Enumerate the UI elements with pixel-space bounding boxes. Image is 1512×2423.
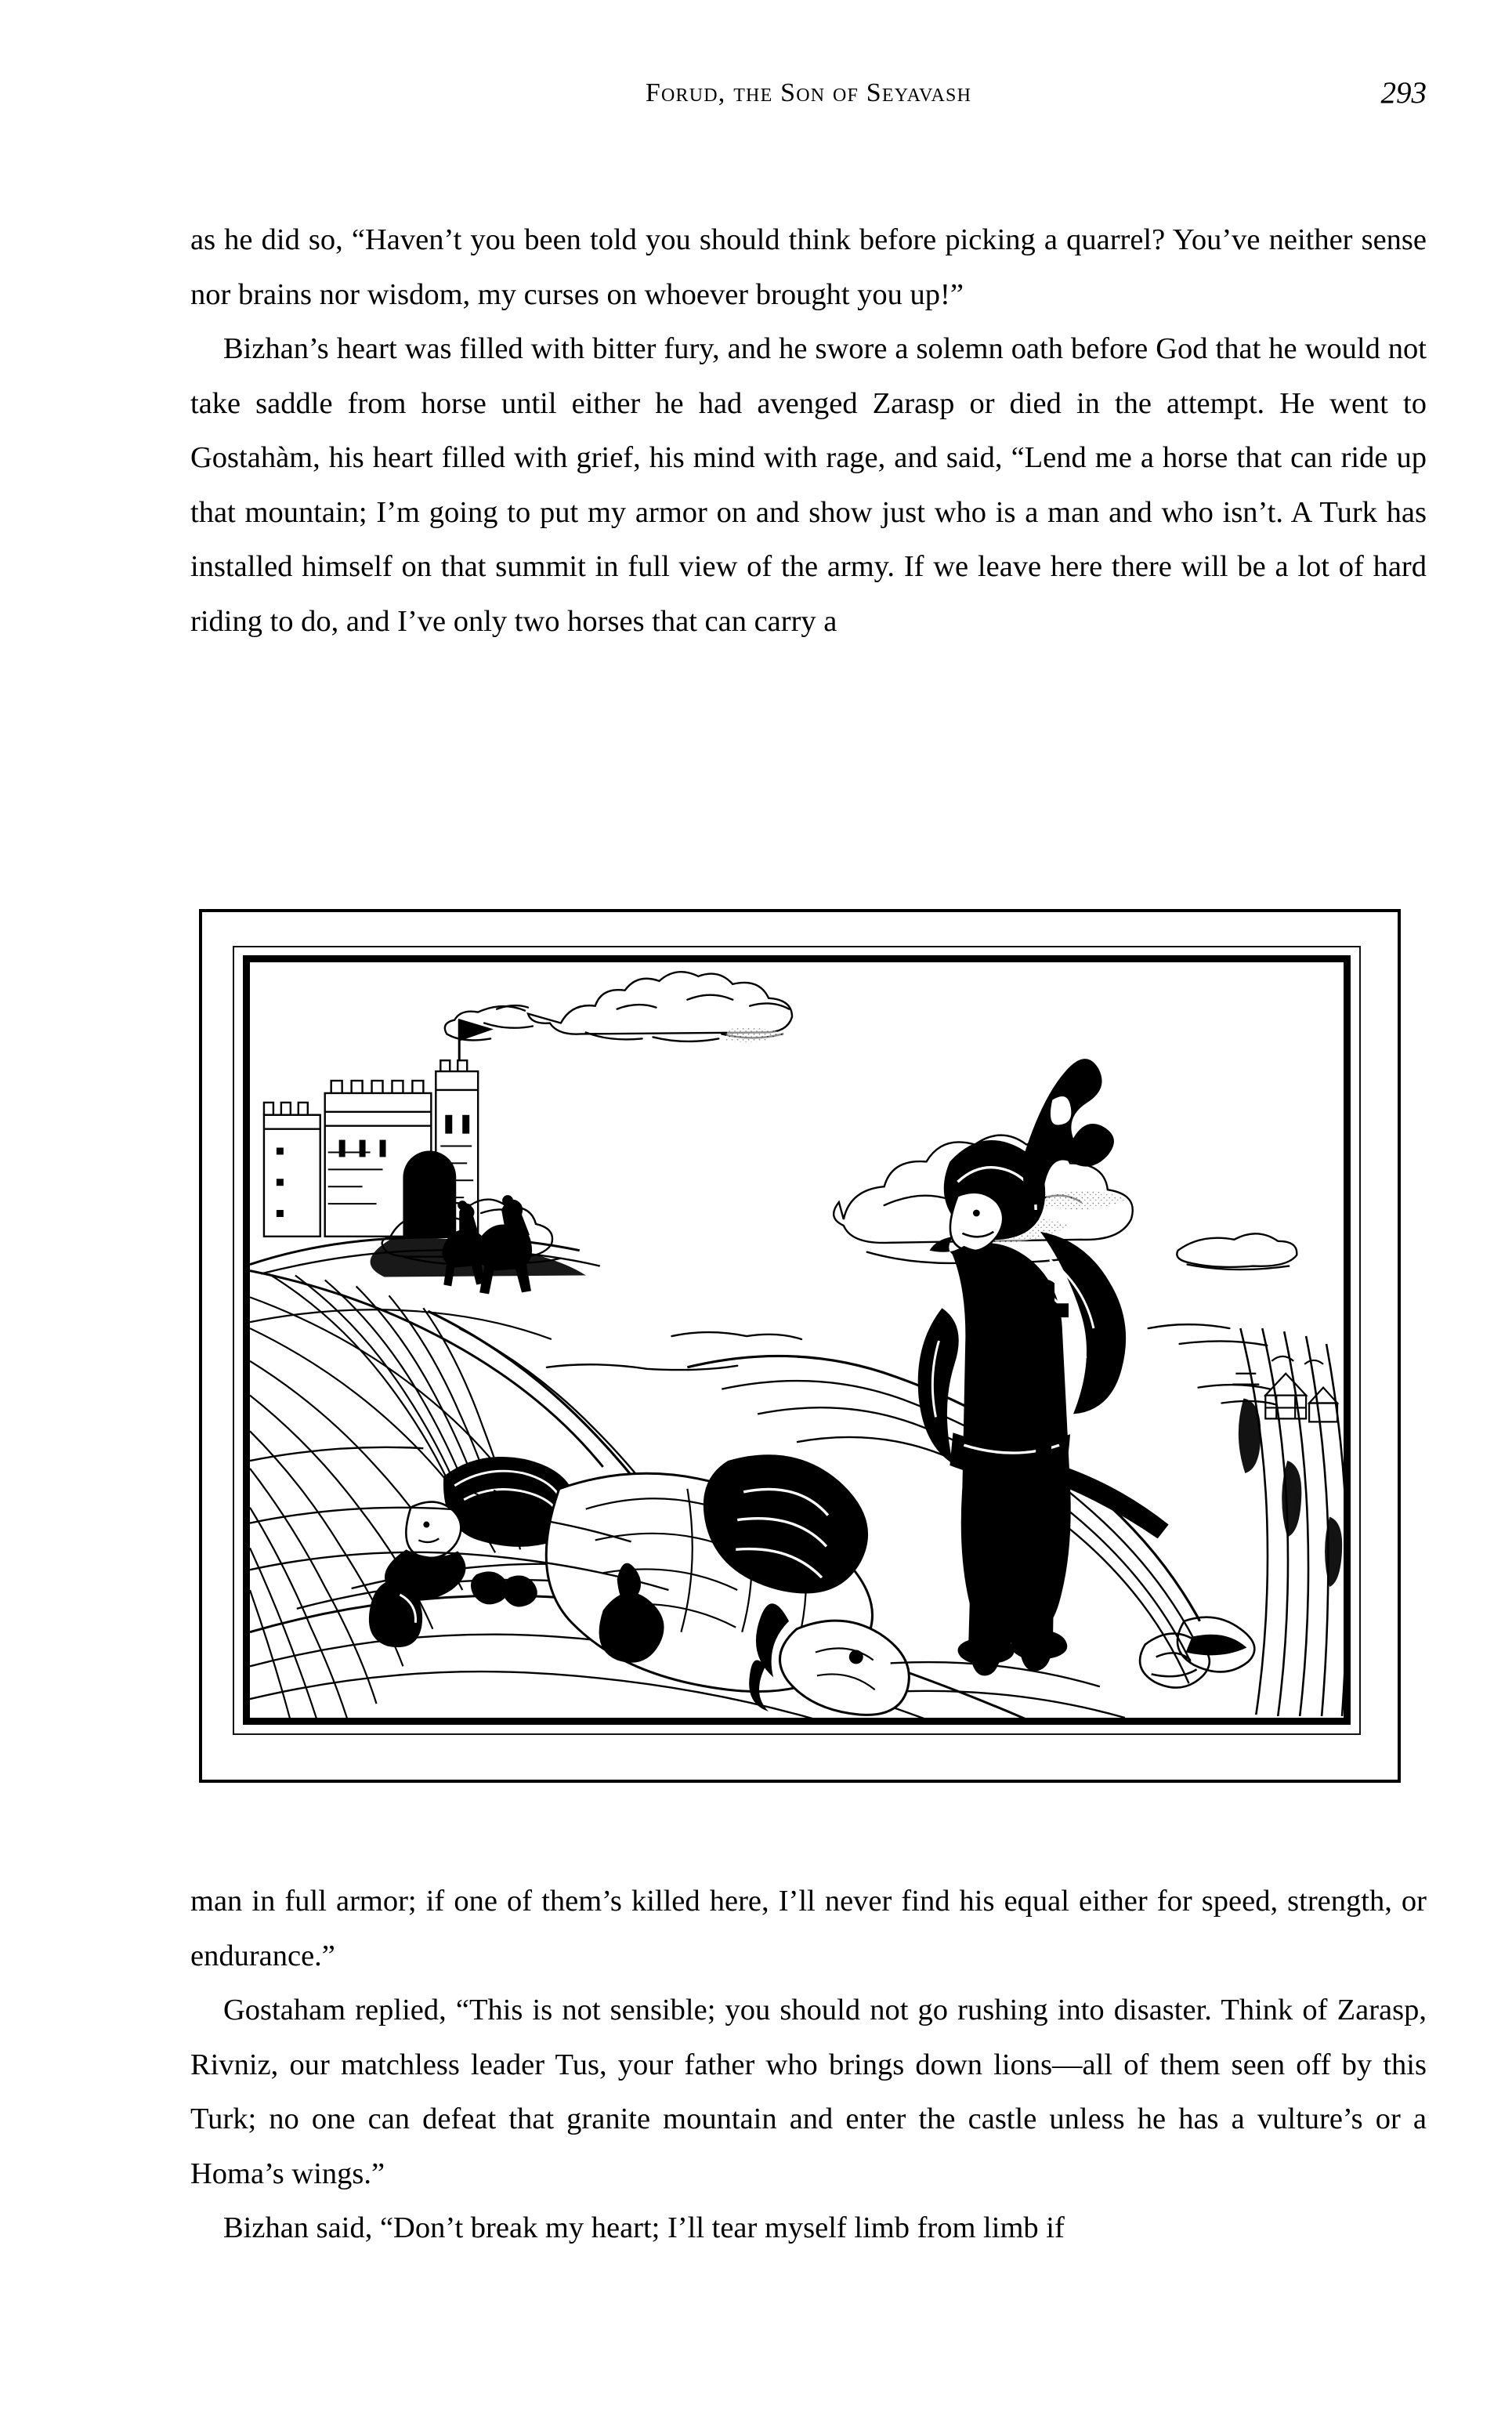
page-number: 293 [1380, 76, 1427, 110]
running-head [190, 75, 1427, 116]
plate-inner-frame [243, 955, 1351, 1725]
paragraph: as he did so, “Haven’t you been told you should think before picking a quarrel? You’ve neither sense nor brains nor wisdom, my curses on whoever brought you up!” [190, 223, 1427, 311]
line-engraving-illustration [250, 962, 1344, 1718]
paragraph: Bizhan’s heart was filled with bitter fury, and he swore a solemn oath before God that he would not take saddle from horse until either he had avenged Zarasp or died in the attempt. He went to Gostahàm, his heart filled with grief, his mind with rage, and said, “Lend me a horse that can ride up that mountain; I’m going to put my armor on and show just who is a man and who isn’t. A Turk has installed himself on that summit in full view of the army. If we leave here there will be a lot of hard riding to do, and I’ve only two horses that can carry a [190, 332, 1427, 638]
running-head-title: Forud, the Son of Seyavash [645, 78, 972, 107]
paragraph: man in full armor; if one of them’s killed here, I’ll never find his equal either for speed, strength, or endurance.” [190, 1885, 1427, 1972]
body-text-bottom [190, 1874, 1427, 2256]
body-text-top [190, 213, 1427, 649]
illustration-plate [199, 909, 1401, 1783]
paragraph: Gostaham replied, “This is not sensible; you should not go rushing into disaster. Think of Zarasp, Rivniz, our matchless leader Tus, your father who brings down lions—all of them seen off by this Turk; no one can defeat that granite mountain and enter the castle unless he has a vulture’s or a Homa’s wings.” [190, 1994, 1427, 2190]
paragraph: Bizhan said, “Don’t break my heart; I’ll tear myself limb from limb if [223, 2211, 1065, 2244]
